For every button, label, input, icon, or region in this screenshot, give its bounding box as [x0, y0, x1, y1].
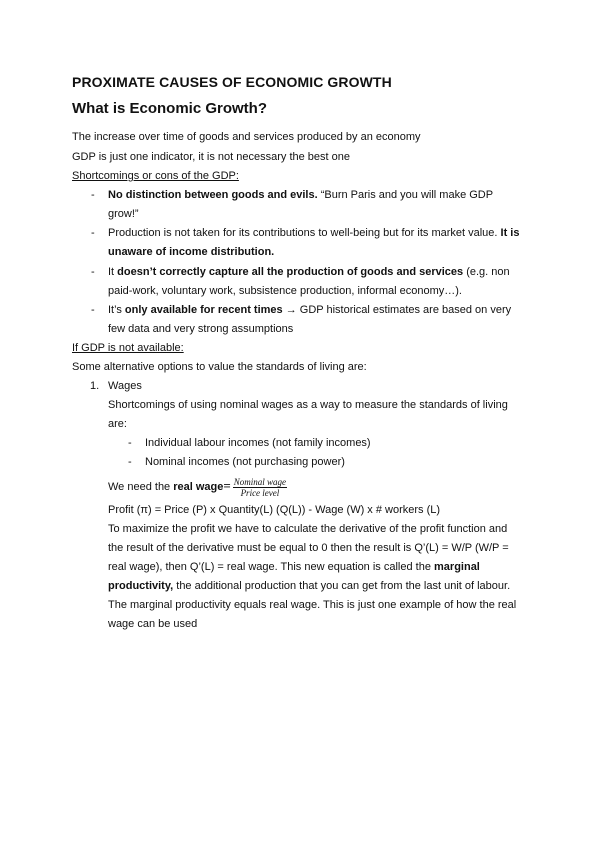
- paragraph-line-1: To maximize the profit we have to calculate the derivative of the profit function and: [108, 523, 508, 535]
- paragraph-line-2: the result of the derivative must be equal to 0 then the result is Q’(L) = W/P (W/P =: [108, 542, 509, 554]
- wages-label: Wages: [108, 380, 142, 392]
- paragraph-line-4: productivity, the additional production that you can get from the last unit of labour.: [108, 580, 511, 592]
- intro-line-1: The increase over time of goods and services produced by an economy: [72, 131, 421, 143]
- profit-formula: Profit (π) = Price (P) x Quantity(L) (Q(L)) - Wage (W) x # workers (L): [108, 504, 441, 516]
- sub-bullet-dash: -: [128, 456, 132, 468]
- bullet-4-line-1: It’s only available for recent times → GDP historical estimates are based on very: [108, 304, 512, 316]
- wage-fraction: $\frac{\text{Nominal wage}}{\text{Price level}}$: [233, 476, 287, 498]
- bullet-1-line-2: grow!”: [108, 208, 139, 220]
- if-gdp-heading: If GDP is not available:: [72, 342, 184, 354]
- bullet-3-line-2: paid-work, voluntary work, subsistence production, informal economy…).: [108, 285, 462, 297]
- shortcomings-heading: Shortcomings or cons of the GDP:: [72, 170, 239, 182]
- paragraph-line-6: wage can be used: [108, 618, 198, 630]
- wages-text-line-1: Shortcomings of using nominal wages as a way to measure the standards of living: [108, 399, 508, 411]
- paragraph-line-5: The marginal productivity equals real wage. This is just one example of how the real: [108, 599, 517, 611]
- bullet-dash: -: [91, 189, 95, 201]
- section-heading: What is Economic Growth?: [72, 100, 268, 117]
- sub-bullet-1: Individual labour incomes (not family incomes): [145, 437, 371, 449]
- bullet-dash: -: [91, 304, 95, 316]
- real-wage-formula: We need the real wage= $\frac{\text{Nominal wage}}{\text{Price level}}$: [108, 476, 287, 498]
- bullet-1-line-1: No distinction between goods and evils. “Burn Paris and you will make GDP: [108, 189, 494, 201]
- bullet-dash: -: [91, 266, 95, 278]
- bullet-4-line-2: few data and very strong assumptions: [108, 323, 294, 335]
- list-number: 1.: [90, 380, 100, 392]
- bullet-2-line-2: unaware of income distribution.: [108, 246, 275, 258]
- intro-line-2: GDP is just one indicator, it is not necessary the best one: [72, 151, 351, 163]
- wages-text-line-2: are:: [108, 418, 127, 430]
- bullet-3-line-1: It doesn’t correctly capture all the production of goods and services (e.g. non: [108, 266, 510, 278]
- sub-bullet-dash: -: [128, 437, 132, 449]
- paragraph-line-3: real wage), then Q’(L) = real wage. This new equation is called the marginal: [108, 561, 480, 573]
- page-title: PROXIMATE CAUSES OF ECONOMIC GROWTH: [72, 74, 392, 90]
- bullet-2-line-1: Production is not taken for its contributions to well-being but for its market value. It is: [108, 227, 520, 239]
- bullet-dash: -: [91, 227, 95, 239]
- alternatives-intro: Some alternative options to value the standards of living are:: [72, 361, 367, 373]
- sub-bullet-2: Nominal incomes (not purchasing power): [145, 456, 345, 468]
